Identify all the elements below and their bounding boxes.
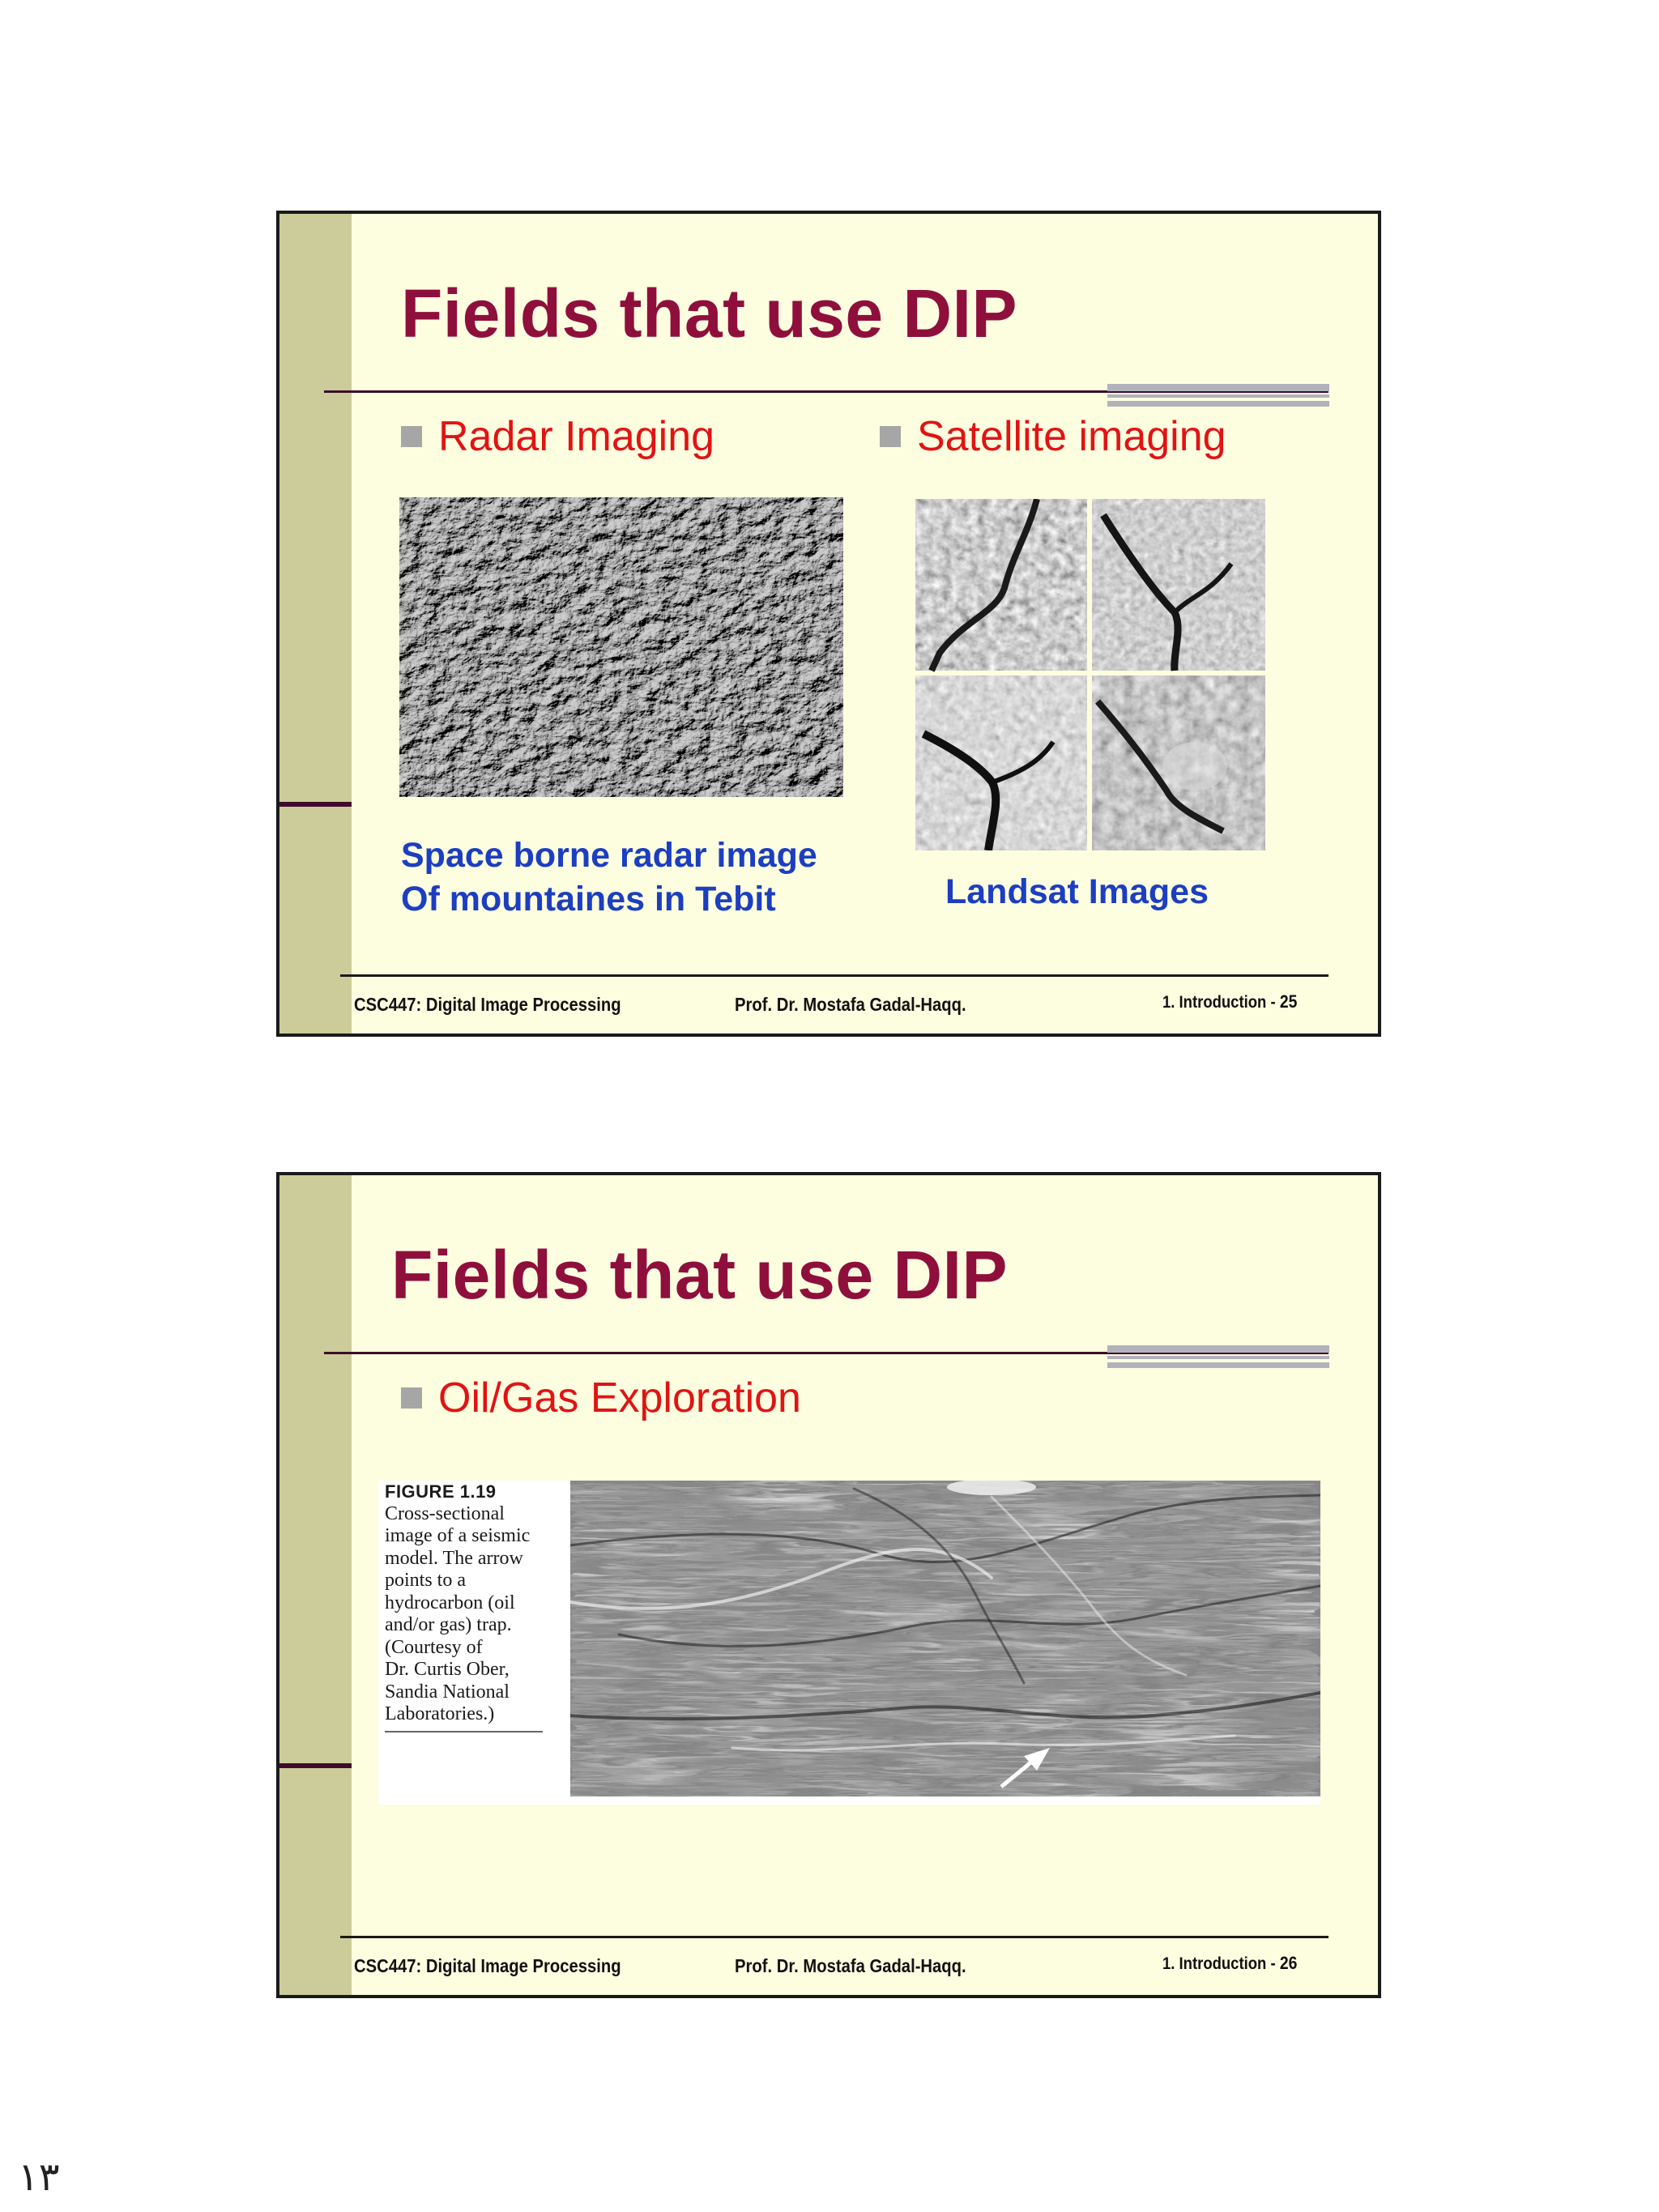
title-accent-bars	[1107, 384, 1329, 407]
figure-caption-line: model. The arrow	[385, 1547, 523, 1569]
landsat-tile	[1092, 676, 1265, 850]
bullet-square-icon	[401, 1387, 422, 1409]
footer-slide-number	[1162, 991, 1297, 1012]
figure-caption-line: Cross-sectional	[385, 1502, 505, 1524]
sidebar-marker	[279, 802, 352, 807]
landsat-caption: Landsat Images	[945, 872, 1209, 911]
footer-rule	[340, 1936, 1328, 1938]
bullet-text: Satellite imaging	[917, 413, 1226, 460]
footer-number: 26	[1279, 1953, 1298, 1973]
bullet-satellite-imaging	[880, 412, 1226, 461]
footer-section: 1. Introduction -	[1162, 1954, 1276, 1973]
figure-caption-line: Laboratories.)	[385, 1703, 495, 1724]
bullet-text: Radar Imaging	[438, 413, 715, 460]
page-number: ١٣	[18, 2154, 60, 2200]
bullet-square-icon	[880, 426, 901, 447]
slide-26	[276, 1172, 1381, 1998]
seismic-image	[570, 1481, 1320, 1796]
figure-label: FIGURE 1.19	[385, 1481, 497, 1502]
landsat-tile	[915, 499, 1087, 671]
radar-caption	[401, 833, 817, 921]
footer-section: 1. Introduction -	[1162, 993, 1276, 1012]
landsat-tile	[1092, 499, 1265, 671]
footer-author: Prof. Dr. Mostafa Gadal-Haqq.	[735, 994, 966, 1015]
footer-course: CSC447: Digital Image Processing	[354, 1955, 621, 1976]
title-accent-bars	[1107, 1345, 1329, 1368]
footer-course: CSC447: Digital Image Processing	[354, 994, 621, 1015]
footer-slide-number	[1162, 1953, 1297, 1974]
figure-caption-line: Dr. Curtis Ober,	[385, 1659, 510, 1680]
figure-caption-line: Sandia National	[385, 1681, 510, 1703]
slide-25	[276, 211, 1381, 1037]
figure-caption-line: (Courtesy of	[385, 1636, 483, 1658]
landsat-tile	[915, 676, 1087, 850]
radar-caption-line: Space borne radar image	[401, 836, 817, 875]
bullet-oil-gas-exploration	[401, 1374, 801, 1422]
figure-caption-line: and/or gas) trap.	[385, 1614, 512, 1635]
figure-caption-line: points to a	[385, 1570, 466, 1591]
footer-author: Prof. Dr. Mostafa Gadal-Haqq.	[735, 1955, 966, 1976]
figure-caption	[385, 1481, 547, 1733]
landsat-images	[915, 499, 1265, 850]
radar-caption-line: Of mountaines in Tebit	[401, 880, 776, 918]
slide-title: Fields that use DIP	[391, 1237, 1008, 1313]
seismic-figure	[378, 1481, 1320, 1805]
figure-caption-rule	[385, 1731, 543, 1733]
footer-rule	[340, 974, 1328, 977]
bullet-radar-imaging	[401, 412, 714, 461]
slide-sidebar	[279, 1175, 352, 1995]
figure-caption-line: image of a seismic	[385, 1525, 531, 1546]
bullet-square-icon	[401, 426, 422, 447]
bullet-text: Oil/Gas Exploration	[438, 1375, 801, 1421]
footer-number: 25	[1279, 991, 1298, 1012]
sidebar-marker	[279, 1763, 352, 1768]
slide-sidebar	[279, 214, 352, 1034]
figure-caption-line: hydrocarbon (oil	[385, 1592, 515, 1613]
slide-title: Fields that use DIP	[401, 275, 1017, 352]
radar-mountain-image	[399, 497, 843, 797]
